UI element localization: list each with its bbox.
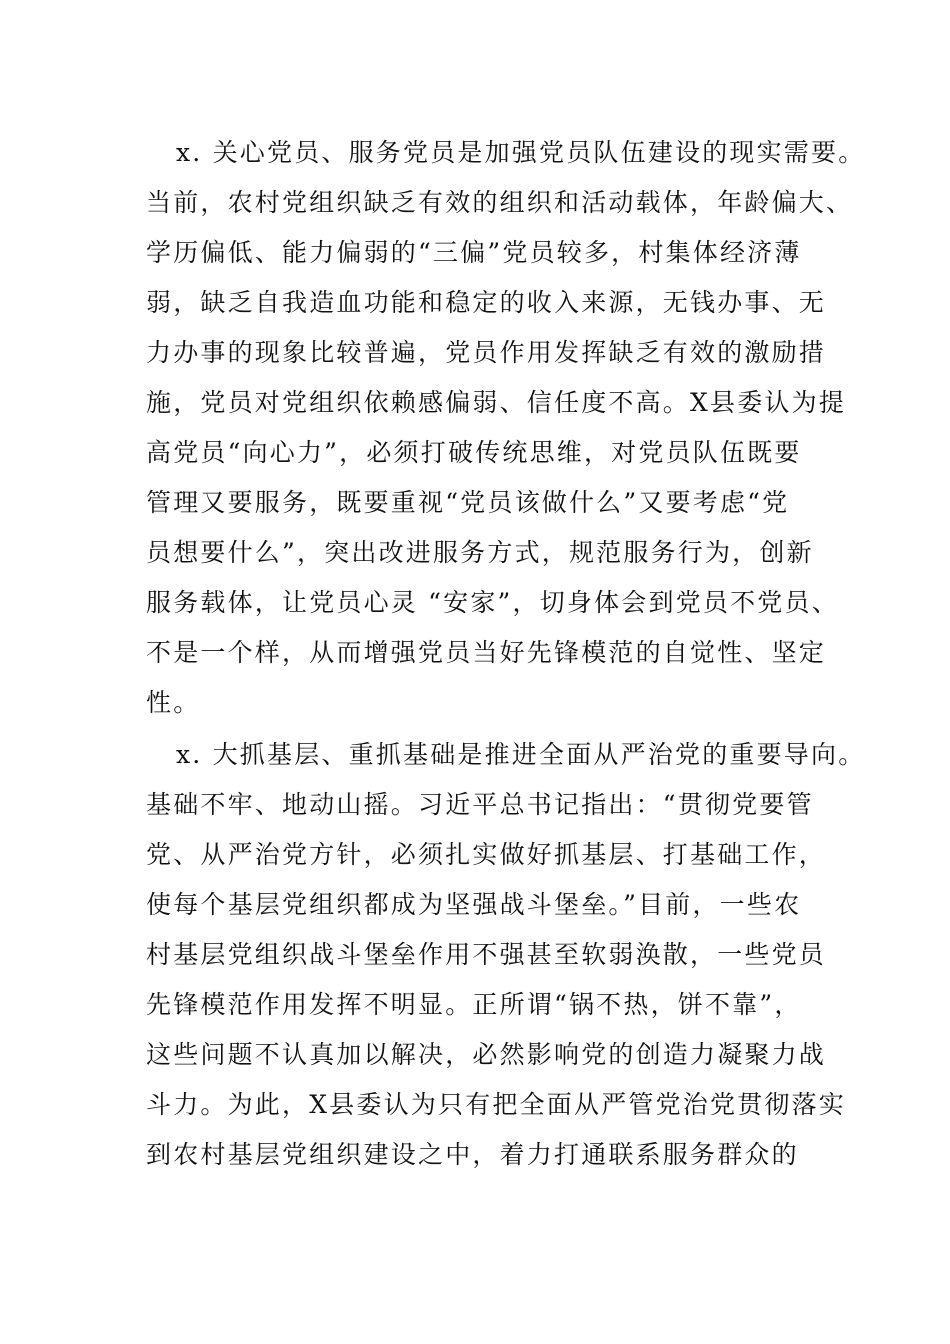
paragraph-2-line-4: 使每个基层党组织都成为坚强战斗堡垒。”目前，一些农 xyxy=(146,890,802,919)
paragraph-1-line-11: 不是一个样，从而增强党员当好先锋模范的自觉性、坚定 xyxy=(146,638,827,667)
paragraph-2-line-3: 党、从严治党方针，必须扎实做好抓基层、打基础工作， xyxy=(146,840,827,869)
paragraph-1-line-12: 性。 xyxy=(146,688,201,717)
paragraph-1-line-8: 管理又要服务，既要重视“党员该做什么”又要考虑“党 xyxy=(146,488,790,517)
paragraph-2-line-9: 到农村基层党组织建设之中，着力打通联系服务群众的 xyxy=(146,1140,799,1169)
paragraph-1-line-2: 当前，农村党组织缺乏有效的组织和活动载体，年龄偏大、 xyxy=(146,188,854,217)
paragraph-2-line-2: 基础不牢、地动山摇。习近平总书记指出：“贯彻党要管 xyxy=(146,790,814,819)
paragraph-2-line-1: x. 大抓基层、重抓基础是推进全面从严治党的重要导向。 xyxy=(176,740,866,769)
paragraph-1-line-4: 弱，缺乏自我造血功能和稳定的收入来源，无钱办事、无 xyxy=(146,288,827,317)
paragraph-1-line-1: x. 关心党员、服务党员是加强党员队伍建设的现实需要。 xyxy=(176,138,866,167)
paragraph-2-line-7: 这些问题不认真加以解决，必然影响党的创造力凝聚力战 xyxy=(146,1040,827,1069)
paragraph-1-line-5: 力办事的现象比较普遍，党员作用发挥缺乏有效的激励措 xyxy=(146,338,827,367)
paragraph-1-line-3: 学历偏低、能力偏弱的“三偏”党员较多，村集体经济薄 xyxy=(146,238,802,267)
paragraph-1-line-7: 高党员“向心力”，必须打破传统思维，对党员队伍既要 xyxy=(146,438,802,467)
paragraph-2-line-6: 先锋模范作用发挥不明显。正所谓“锅不热，饼不靠”， xyxy=(146,990,802,1019)
paragraph-1-line-6: 施，党员对党组织依赖感偏弱、信任度不高。X县委认为提 xyxy=(146,388,847,417)
paragraph-2-line-5: 村基层党组织战斗堡垒作用不强甚至软弱涣散，一些党员 xyxy=(146,940,827,969)
paragraph-2-line-8: 斗力。为此，X县委认为只有把全面从严管党治党贯彻落实 xyxy=(146,1090,847,1119)
paragraph-1-line-9: 员想要什么”，突出改进服务方式，规范服务行为，创新 xyxy=(146,538,814,567)
paragraph-1-line-10: 服务载体，让党员心灵 “安家”，切身体会到党员不党员、 xyxy=(146,588,839,617)
